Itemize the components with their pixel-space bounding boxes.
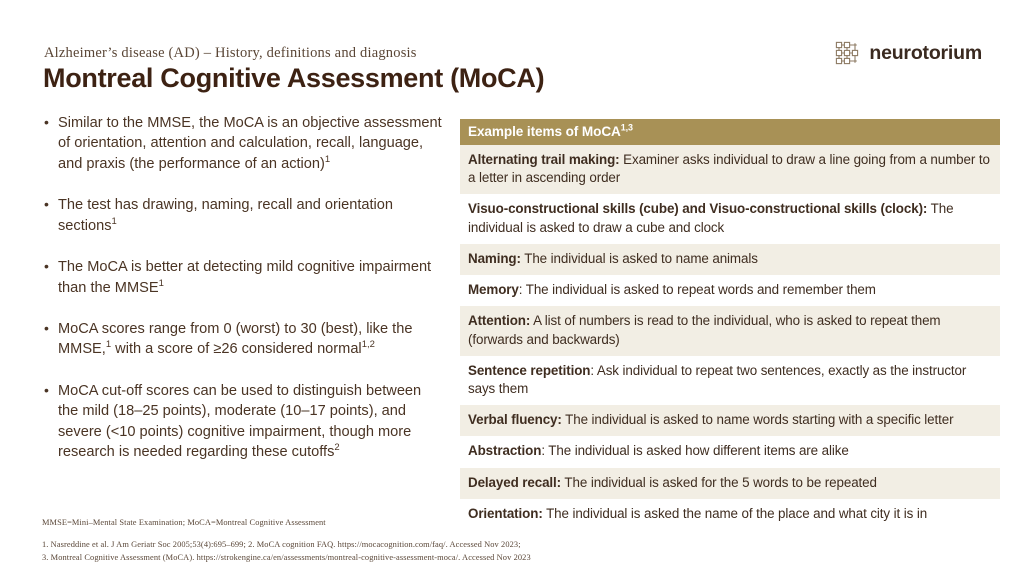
table-row (460, 306, 1000, 355)
example-items-table (460, 119, 1000, 530)
list-item-text: MoCA scores range from 0 (worst) to 30 (best), like the MMSE,$^1$ with a score of ≥26 considered normal$^{1,2}$ (58, 320, 413, 358)
table-row-text: Sentence repetition: Ask individual to repeat two sentences, exactly as the instructor says them (468, 362, 967, 396)
list-item-text: MoCA cut-off scores can be used to distinguish between the mild (18–25 points), moderate (10–17 points), and severe (<10 points) cognitive impairment, though more research is needed regarding these cutoffs$^2$ (58, 382, 422, 461)
reference-line: 1. Nasreddine et al. J Am Geriatr Soc 2005;53(4):695–699; 2. MoCA cognition FAQ. https://mocacognition.com/faq/. Accessed Nov 2023; (42, 540, 521, 549)
bullet-dot-icon: • (44, 319, 49, 336)
table-row (460, 145, 1000, 194)
table-row-text: Memory: The individual is asked to repeat words and remember them (468, 282, 876, 298)
references-note (42, 538, 531, 564)
table-row-text: Visuo-constructional skills (cube) and Visuo-constructional skills (clock): The individual is asked to draw a cube and clock (468, 201, 954, 235)
table-row (460, 405, 1000, 436)
list-item (44, 319, 444, 360)
table-row (460, 194, 1000, 243)
reference-line: 3. Montreal Cognitive Assessment (MoCA). https://strokengine.ca/en/assessments/montreal-cognitive-assessment-moca/. Accessed Nov 2023 (42, 553, 531, 563)
list-item-text: The MoCA is better at detecting mild cognitive impairment than the MMSE$^1$ (58, 259, 432, 296)
brand-logo (834, 40, 982, 66)
list-item (44, 195, 444, 236)
bullet-dot-icon: • (44, 114, 49, 130)
table-row-text: Attention: A list of numbers is read to the individual, who is asked to repeat them (forwards and backwards) (468, 313, 941, 347)
bullet-list (44, 113, 444, 462)
bullet-dot-icon: • (44, 258, 49, 275)
table-row (460, 499, 1000, 530)
table-row-text: Alternating trail making: Examiner asks individual to draw a line going from a number to a letter in ascending order (468, 152, 990, 186)
bullet-dot-icon: • (44, 381, 49, 398)
table-row (460, 244, 1000, 275)
table-header: Example items of MoCA$^{1,3}$ (460, 119, 1000, 145)
page-title: Montreal Cognitive Assessment (MoCA) (43, 63, 545, 93)
list-item (44, 113, 444, 174)
list-item-text: The test has drawing, naming, recall and orientation sections$^1$ (58, 197, 394, 234)
list-item (44, 257, 444, 298)
table-row (460, 275, 1000, 306)
table-row-text: Delayed recall: The individual is asked for the 5 words to be repeated (468, 474, 877, 490)
table-row-text: Orientation: The individual is asked the name of the place and what city it is in (468, 505, 928, 521)
neurotorium-grid-logo-icon (834, 40, 860, 66)
table-row (460, 436, 1000, 467)
table-row-text: Verbal fluency: The individual is asked to name words starting with a specific letter (468, 412, 954, 428)
list-item (44, 381, 444, 463)
table-row-text: Naming: The individual is asked to name animals (468, 250, 758, 266)
bullet-dot-icon: • (44, 196, 49, 213)
table-row (460, 356, 1000, 405)
table-row-text: Abstraction: The individual is asked how different items are alike (468, 443, 849, 459)
list-item-text: Similar to the MMSE, the MoCA is an objective assessment of orientation, attention and calculation, recall, language, and praxis (the performance of an action)$^1$ (58, 115, 442, 172)
slide-eyebrow: Alzheimer’s disease (AD) – History, definitions and diagnosis (44, 45, 417, 61)
table-row (460, 468, 1000, 499)
brand-name: neurotorium (869, 41, 982, 64)
abbreviations-note: MMSE=Mini–Mental State Examination; MoCA=Montreal Cognitive Assessment (42, 518, 326, 527)
